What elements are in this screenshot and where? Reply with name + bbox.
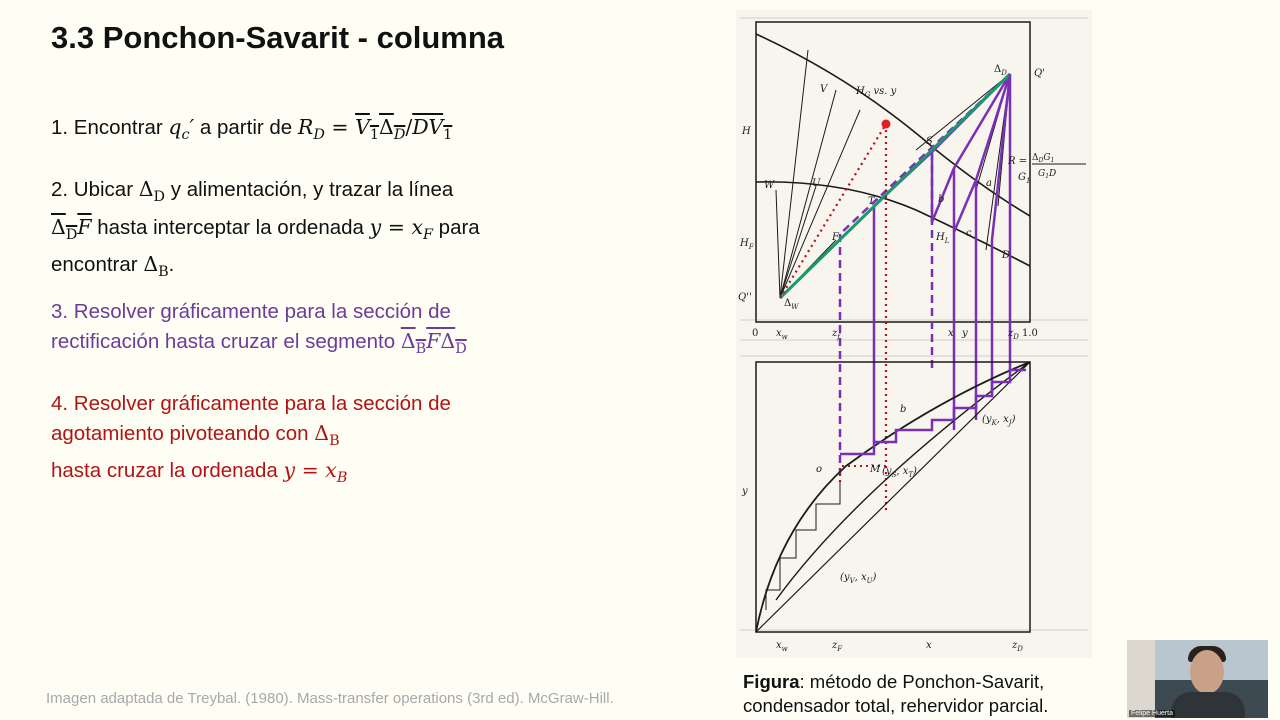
- step-2: 2. Ubicar $\Delta_D$ y alimentación, y trazar la línea $\Delta_DF$ hasta interceptar la ordenada $y = x_F$ para encontrar $\Delta_B$.: [51, 177, 480, 281]
- svg-text:ΔDG1: $\Delta_DG_1$: [1032, 153, 1055, 164]
- ponchon-savarit-figure: [736, 10, 1092, 658]
- ponchon-savarit-diagram: [736, 10, 1092, 658]
- red-point: [882, 120, 891, 129]
- enthalpy-labels: [738, 64, 1086, 341]
- webcam-person-head: [1190, 650, 1224, 694]
- svg-text:M: M: [870, 464, 881, 475]
- svg-text:R =: R =: [1008, 156, 1028, 167]
- webcam-name-label: Felipe Huerta: [1131, 710, 1174, 717]
- operating-curve: [776, 362, 1030, 600]
- diagonal-line: [756, 362, 1030, 632]
- svg-text:(yV, xU): ($y_V$, $x_U$): [840, 572, 877, 585]
- svg-text:(yK, xJ): ($y_K$, $x_J$): [982, 414, 1016, 427]
- stripping-construction: [780, 124, 886, 510]
- svg-text:(yS, xT): ($y_S$, $x_T$): [882, 466, 917, 479]
- svg-text:y: y: [962, 328, 968, 339]
- figure-caption: Figura: método de Ponchon-Savarit, condensador total, rehervidor parcial.: [743, 671, 1049, 716]
- svg-text:F: F: [832, 232, 839, 243]
- stage-steps: [766, 482, 840, 610]
- svg-text:V: V: [820, 84, 828, 95]
- svg-text:b: b: [900, 404, 907, 415]
- svg-text:W: W: [764, 180, 775, 191]
- svg-text:U: U: [812, 178, 821, 189]
- svg-text:a: a: [986, 178, 992, 189]
- step-4: 4. Resolver gráficamente para la sección de agotamiento pivoteando con $\Delta_B$ hasta cruzar la ordenada $y = x_B$: [51, 392, 451, 487]
- svg-text:xw: $x_w$: [776, 328, 788, 341]
- image-source-credit: Imagen adaptada de Treybal. (1980). Mass-transfer operations (3rd ed). McGraw-Hill.: [46, 690, 614, 707]
- svg-text:0: 0: [752, 328, 759, 339]
- svg-text:b: b: [938, 194, 945, 205]
- svg-text:zF: $z_F$: [832, 640, 843, 653]
- svg-text:x: x: [948, 328, 954, 339]
- svg-text:S: S: [926, 136, 933, 147]
- svg-text:G1D: $G_1D$: [1038, 169, 1057, 180]
- liquid-enthalpy-curve: [756, 182, 1030, 266]
- svg-text:o: o: [816, 464, 823, 475]
- svg-text:ΔD: $\Delta_D$: [994, 64, 1007, 77]
- webcam-wall: [1127, 640, 1155, 718]
- step-1: 1. Encontrar $q_c'$ a partir de $R_D = V_1\Delta_D/DV_1$: [51, 115, 453, 144]
- svg-text:zD: $z_D$: [1012, 640, 1023, 653]
- webcam-video: [1127, 640, 1268, 718]
- step-3: 3. Resolver gráficamente para la sección de rectificación hasta cruzar el segmento $\Delta_BF\Delta_D$: [51, 300, 467, 357]
- svg-text:HF: $H_F$: [740, 238, 754, 251]
- webcam-person-body: [1171, 692, 1245, 718]
- rectification-steps: [840, 370, 1026, 454]
- svg-text:HG vs. y: $H_G$ vs. y: [856, 86, 897, 99]
- svg-text:y: y: [742, 486, 748, 497]
- svg-text:x: x: [926, 640, 932, 651]
- svg-text:Q'': Q'': [738, 292, 752, 303]
- svg-text:H: H: [742, 126, 751, 137]
- svg-text:ΔW: $\Delta_W$: [784, 298, 799, 311]
- svg-text:zD: $z_D$: [1008, 328, 1019, 341]
- svg-text:zf: $z_f$: [832, 328, 840, 341]
- svg-text:xw: $x_w$: [776, 640, 788, 653]
- svg-text:Q': Q': [1034, 68, 1045, 79]
- enthalpy-diagram-frame: [756, 22, 1030, 322]
- svg-text:HL: $H_L$: [936, 232, 950, 245]
- scan-background-text: [740, 18, 1088, 630]
- svg-text:D: D: [1002, 250, 1011, 261]
- svg-text:T: T: [868, 196, 875, 207]
- svg-text:c: c: [966, 228, 972, 239]
- slide-title: 3.3 Ponchon-Savarit - columna: [51, 20, 505, 55]
- svg-text:1.0: 1.0: [1022, 328, 1038, 339]
- svg-text:G1: $G_1$: [1018, 172, 1031, 185]
